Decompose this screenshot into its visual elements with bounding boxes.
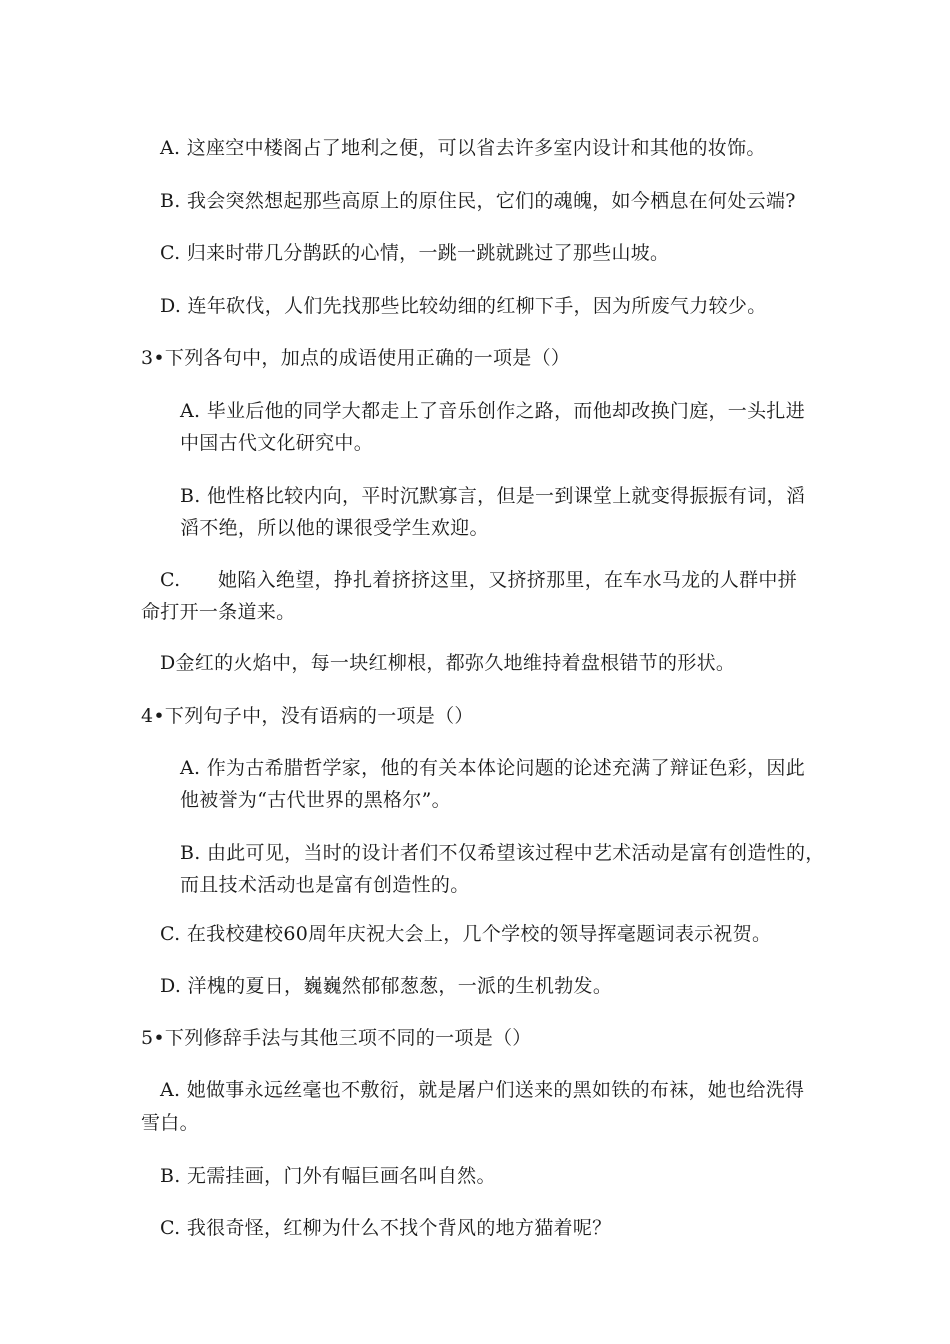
option-2c: C. 归来时带几分鹊跃的心情，一跳一跳就跳过了那些山坡。 <box>160 242 670 264</box>
option-4c: C. 在我校建校60周年庆祝大会上，几个学校的领导挥毫题词表示祝贺。 <box>160 923 772 945</box>
option-3b-line1: B. 他性格比较内向，平时沉默寡言，但是一到课堂上就变得振振有词，滔 <box>180 485 806 507</box>
option-3b-line2: 滔不绝，所以他的课很受学生欢迎。 <box>180 517 489 539</box>
option-3c-line2: 命打开一条道来。 <box>141 601 296 623</box>
option-3a-line1: A. 毕业后他的同学大都走上了音乐创作之路，而他却改换门庭，一头扎进 <box>180 400 806 422</box>
option-5b: B. 无需挂画，门外有幅巨画名叫自然。 <box>160 1165 496 1187</box>
option-5a-line2: 雪白。 <box>141 1112 199 1134</box>
option-3d: D金红的火焰中，每一块红柳根，都弥久地维持着盘根错节的形状。 <box>160 652 736 674</box>
option-3a-line2: 中国古代文化研究中。 <box>180 432 374 454</box>
option-4b-line1: B. 由此可见，当时的设计者们不仅希望该过程中艺术活动是富有创造性的， <box>180 842 825 864</box>
option-2a: A. 这座空中楼阁占了地利之便，可以省去许多室内设计和其他的妆饰。 <box>160 137 766 159</box>
option-2d: D. 连年砍伐，人们先找那些比较幼细的红柳下手，因为所废气力较少。 <box>160 295 767 317</box>
option-2b: B. 我会突然想起那些高原上的原住民，它们的魂魄，如今栖息在何处云端? <box>160 190 796 212</box>
option-5a-line1: A. 她做事永远丝毫也不敷衍，就是屠户们送来的黑如铁的布袜，她也给洗得 <box>160 1079 805 1101</box>
option-3c-label: C. <box>160 569 181 591</box>
option-5c: C. 我很奇怪，红柳为什么不找个背风的地方猫着呢？ <box>160 1217 612 1239</box>
question-5: 5•下列修辞手法与其他三项不同的一项是（） <box>141 1027 532 1049</box>
option-4a-line2: 他被誉为“古代世界的黑格尔”。 <box>180 789 451 811</box>
question-3: 3•下列各句中，加点的成语使用正确的一项是（） <box>141 347 571 369</box>
option-4d: D. 洋槐的夏日，巍巍然郁郁葱葱，一派的生机勃发。 <box>160 975 613 997</box>
question-4: 4•下列句子中，没有语病的一项是（） <box>141 705 474 727</box>
option-3c-line1: 她陷入绝望，挣扎着挤挤这里，又挤挤那里，在车水马龙的人群中拼 <box>218 569 798 591</box>
option-4a-line1: A. 作为古希腊哲学家，他的有关本体论问题的论述充满了辩证色彩，因此 <box>180 757 806 779</box>
option-4b-line2: 而且技术活动也是富有创造性的。 <box>180 874 470 896</box>
